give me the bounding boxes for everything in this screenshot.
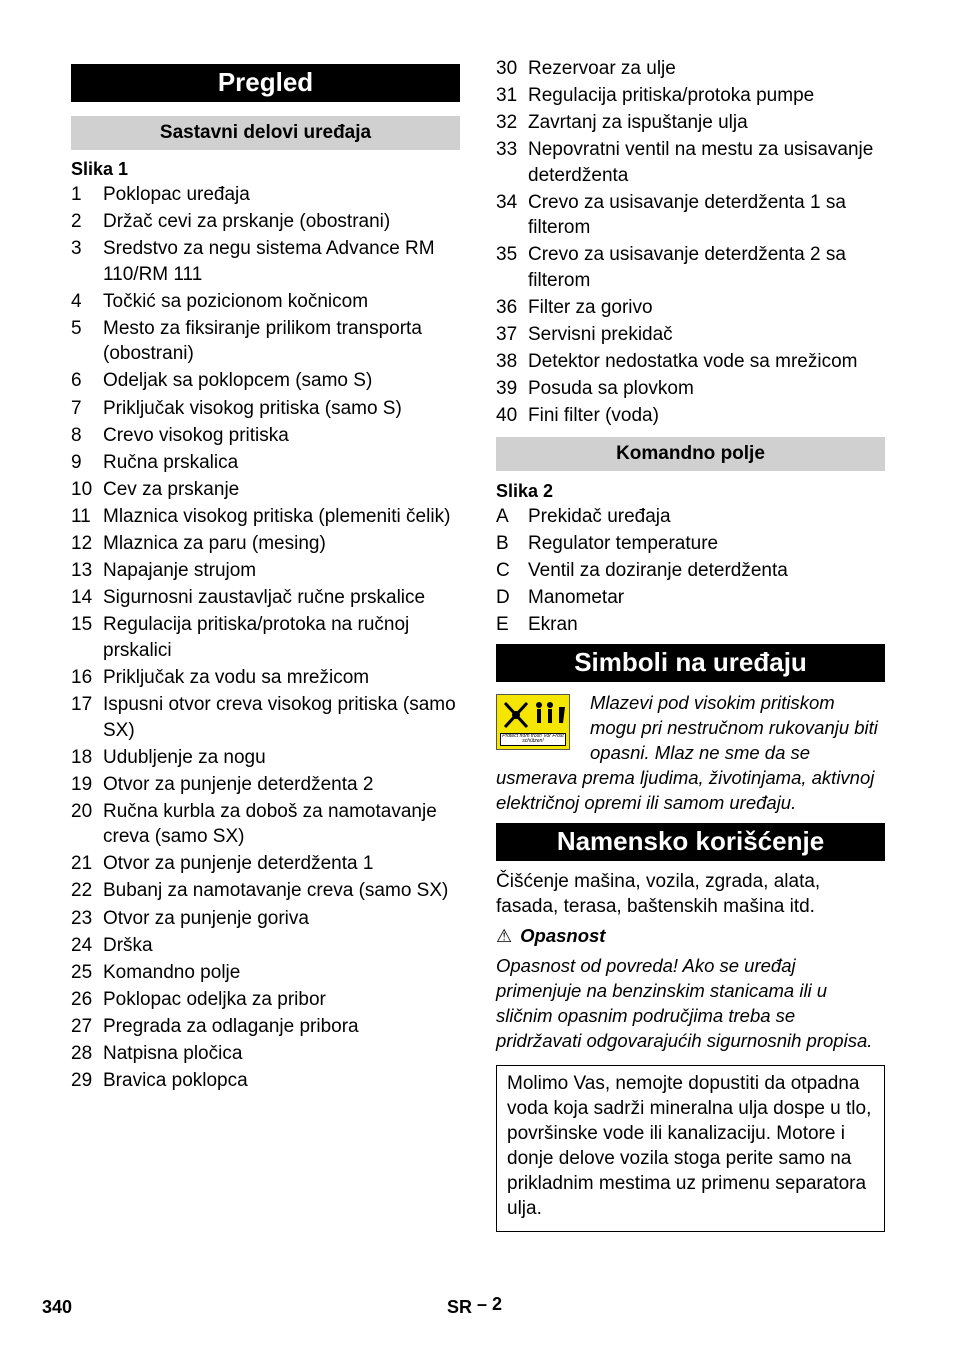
list-item-number: 40 <box>496 405 518 427</box>
list-item-text: Regulacija pritiska/protoka na ručnoj prskalici <box>103 614 410 661</box>
intended-use-text: Čišćenje mašina, vozila, zgrada, alata, fasada, terasa, baštenskih mašina itd. <box>496 871 821 917</box>
list-item <box>71 368 460 394</box>
list-item <box>71 396 460 422</box>
danger-warning-title <box>496 923 885 949</box>
list-item <box>496 558 885 584</box>
list-item <box>496 137 885 188</box>
figure-label-1: Slika 1 <box>71 159 129 179</box>
list-item-number: 29 <box>71 1070 93 1092</box>
list-item <box>71 531 460 557</box>
list-item-number: 11 <box>71 505 91 527</box>
list-item-number: 9 <box>71 451 82 473</box>
subheading-control-panel: Komandno polje <box>496 437 885 471</box>
section-heading-symbols: Simboli na uređaju <box>496 644 885 682</box>
section-heading-overview: Pregled <box>71 64 460 102</box>
list-item <box>71 316 460 367</box>
list-item-number: 33 <box>496 139 518 161</box>
list-item-number: 4 <box>71 290 82 312</box>
symbol-description-text: Mlazevi pod visokim pritiskom mogu pri nestručnom rukovanju biti opasni. Mlaz ne sme da se usmerava prema ljudima, životinjama, aktivnoj električnoj opremi ili samom uređaju. <box>496 692 878 813</box>
warning-triangle-icon: ⚠ <box>496 926 513 946</box>
list-item <box>71 558 460 584</box>
list-item-number: 10 <box>71 478 93 500</box>
control-panel-list <box>496 504 885 638</box>
list-item-text: Bravica poklopca <box>103 1070 248 1092</box>
section-heading-intended-use: Namensko korišćenje <box>496 823 885 861</box>
list-item <box>496 504 885 530</box>
list-item-text: Regulacija pritiska/protoka pumpe <box>528 85 815 107</box>
list-item-text: Ispusni otvor creva visokog pritiska (samo SX) <box>103 694 456 741</box>
left-column <box>71 64 460 1095</box>
list-item <box>71 851 460 877</box>
list-item <box>71 289 460 315</box>
list-item <box>496 612 885 638</box>
list-item-text: Filter za gorivo <box>528 297 653 319</box>
list-item <box>71 1068 460 1094</box>
figure-label-2: Slika 2 <box>496 480 554 501</box>
list-item <box>71 182 460 208</box>
list-item-number: 5 <box>71 317 82 339</box>
right-column <box>496 56 885 1232</box>
list-item-text: Rezervoar za ulje <box>528 58 676 79</box>
list-item-number: D <box>496 586 510 608</box>
list-item <box>71 477 460 503</box>
list-item-text: Bubanj za namotavanje creva (samo SX) <box>103 880 449 902</box>
danger-label: Opasnost <box>520 925 606 946</box>
list-item <box>71 878 460 904</box>
list-item-text: Mesto za fiksiranje prilikom transporta (obostrani) <box>103 317 422 365</box>
list-item <box>71 906 460 932</box>
list-item-number: 6 <box>71 370 82 392</box>
list-item-number: 23 <box>71 907 93 929</box>
list-item-text: Regulator temperature <box>528 532 719 554</box>
list-item-number: 14 <box>71 587 93 609</box>
list-item-text: Držač cevi za prskanje (obostrani) <box>103 211 391 233</box>
list-item-number: 19 <box>71 773 93 795</box>
list-item <box>496 295 885 321</box>
components-list <box>71 182 460 1094</box>
list-item <box>71 585 460 611</box>
list-item-number: 12 <box>71 533 93 555</box>
list-item <box>71 665 460 691</box>
list-item-text: Udubljenje za nogu <box>103 746 266 768</box>
list-item-text: Ručna prskalica <box>103 451 239 473</box>
environment-notice-box: Molimo Vas, nemojte dopustiti da otpadna voda koja sadrži mineralna ulja dospe u tlo, površinske vode ili kanalizaciju. Motore i donje delove vozila stoga perite samo na prikladnim mestima uz primenu separatora ulja. <box>496 1065 885 1232</box>
list-item-number: 16 <box>71 666 93 688</box>
list-item-text: Napajanje strujom <box>103 560 257 582</box>
list-item <box>496 585 885 611</box>
list-item-text: Sigurnosni zaustavljač ručne prskalice <box>103 587 426 609</box>
list-item <box>71 933 460 959</box>
list-item-text: Pregrada za odlaganje pribora <box>103 1015 359 1037</box>
list-item-number: 22 <box>71 880 93 902</box>
list-item-number: 7 <box>71 397 82 419</box>
list-item-number: 15 <box>71 614 93 636</box>
list-item-number: 32 <box>496 112 518 134</box>
list-item-text: Odeljak sa poklopcem (samo S) <box>103 370 373 392</box>
list-item-number: 18 <box>71 746 93 768</box>
list-item-number: 31 <box>496 85 518 107</box>
list-item-text: Servisni prekidač <box>528 324 673 346</box>
list-item-text: Natpisna pločica <box>103 1043 243 1065</box>
list-item-number: 24 <box>71 934 93 956</box>
page-language-label <box>447 1294 503 1318</box>
list-item-number: 3 <box>71 238 82 260</box>
list-item-text: Posuda sa plovkom <box>528 378 694 400</box>
list-item-number: 25 <box>71 961 93 983</box>
list-item-number: 27 <box>71 1015 93 1037</box>
list-item <box>496 83 885 109</box>
list-item <box>71 692 460 743</box>
list-item-number: 13 <box>71 560 93 582</box>
danger-warning-text: Opasnost od povreda! Ako se uređaj primenjuje na benzinskim stanicama ili u sličnim opasnim područjima treba se pridržavati odgovarajućih sigurnosnih propisa. <box>496 955 873 1051</box>
symbol-description <box>496 690 885 815</box>
components-list-continued <box>496 56 885 429</box>
list-item-text: Ventil za doziranje deterdženta <box>528 559 788 581</box>
list-item-number: 36 <box>496 297 518 319</box>
list-item <box>71 450 460 476</box>
list-item-number: 28 <box>71 1043 93 1065</box>
list-item <box>496 242 885 293</box>
list-item-number: 21 <box>71 853 93 875</box>
list-item <box>71 236 460 287</box>
list-item-text: Prekidač uređaja <box>528 505 671 527</box>
list-item-text: Crevo visokog pritiska <box>103 424 289 446</box>
list-item <box>71 987 460 1013</box>
list-item-text: Nepovratni ventil na mestu za usisavanje deterdženta <box>528 139 874 186</box>
list-item-text: Mlaznica za paru (mesing) <box>103 533 326 555</box>
list-item-text: Cev za prskanje <box>103 478 240 500</box>
symbol-caption: Protect from frost! Vor Frost schützen! <box>500 733 566 746</box>
list-item-text: Drška <box>103 934 153 956</box>
list-item <box>496 56 885 82</box>
list-item-number: C <box>496 559 510 581</box>
language-code: SR <box>447 1297 473 1317</box>
list-item <box>71 612 460 663</box>
list-item <box>71 1041 460 1067</box>
list-item-number: 20 <box>71 800 93 822</box>
high-pressure-warning-symbol <box>496 694 570 750</box>
list-item <box>496 322 885 348</box>
list-item-number: 38 <box>496 351 518 373</box>
list-item-number: 1 <box>71 184 82 205</box>
list-item-number: 35 <box>496 244 518 266</box>
list-item-text: Priključak za vodu sa mrežicom <box>103 666 370 688</box>
list-item-text: Zavrtanj za ispuštanje ulja <box>528 112 748 134</box>
list-item <box>71 209 460 235</box>
list-item-text: Sredstvo za negu sistema Advance RM 110/RM 111 <box>103 238 435 285</box>
list-item-number: B <box>496 532 509 554</box>
list-item-number: 39 <box>496 378 518 400</box>
list-item-number: E <box>496 613 509 635</box>
list-item-text: Crevo za usisavanje deterdženta 2 sa filterom <box>528 244 846 291</box>
list-item-number: 17 <box>71 694 93 715</box>
list-item-number: 34 <box>496 191 518 213</box>
list-item <box>496 110 885 136</box>
list-item <box>71 799 460 850</box>
page-suffix: – 2 <box>477 1294 503 1314</box>
list-item-text: Komandno polje <box>103 961 241 983</box>
list-item <box>496 190 885 241</box>
list-item <box>71 504 460 530</box>
list-item-text: Poklopac uređaja <box>103 184 250 205</box>
list-item-number: 2 <box>71 211 82 233</box>
subheading-components: Sastavni delovi uređaja <box>71 116 460 150</box>
list-item-number: 30 <box>496 58 518 79</box>
list-item <box>496 349 885 375</box>
list-item-text: Točkić sa pozicionom kočnicom <box>103 290 369 312</box>
list-item-text: Crevo za usisavanje deterdženta 1 sa filterom <box>528 191 846 239</box>
list-item-text: Mlaznica visokog pritiska (plemeniti čelik) <box>103 505 451 527</box>
warning-pictogram-icon <box>497 695 569 735</box>
list-item <box>71 1014 460 1040</box>
list-item <box>496 403 885 429</box>
page-number: 340 <box>42 1297 73 1317</box>
list-item <box>496 376 885 402</box>
list-item-number: 26 <box>71 988 93 1010</box>
list-item-text: Otvor za punjenje deterdženta 1 <box>103 853 374 875</box>
list-item-text: Otvor za punjenje goriva <box>103 907 309 929</box>
list-item-text: Manometar <box>528 586 625 608</box>
list-item-number: 37 <box>496 324 518 346</box>
list-item-text: Ekran <box>528 613 578 635</box>
list-item <box>71 772 460 798</box>
list-item-number: 8 <box>71 424 82 446</box>
list-item-text: Ručna kurbla za doboš za namotavanje creva (samo SX) <box>103 800 437 848</box>
list-item <box>71 960 460 986</box>
list-item <box>71 745 460 771</box>
list-item <box>71 423 460 449</box>
list-item-text: Detektor nedostatka vode sa mrežicom <box>528 351 858 373</box>
list-item-text: Priključak visokog pritiska (samo S) <box>103 397 402 419</box>
list-item <box>496 531 885 557</box>
list-item-text: Fini filter (voda) <box>528 405 659 427</box>
list-item-text: Otvor za punjenje deterdženta 2 <box>103 773 374 795</box>
list-item-number: A <box>496 505 509 527</box>
list-item-text: Poklopac odeljka za pribor <box>103 988 326 1010</box>
